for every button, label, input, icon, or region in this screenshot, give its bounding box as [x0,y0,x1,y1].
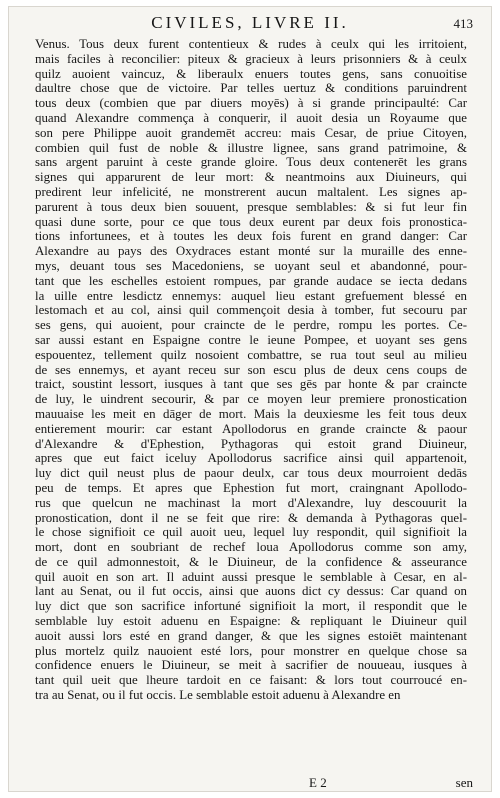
text-line: luy dict que son sacrifice infortuné signifioit la mort, il respondit que le [35,599,467,614]
text-line: confidence enuers le Diuineur, se meit à sacrifier de nouueau, iusques à [35,658,467,673]
text-line: de ce quil admonnestoit, & le Diuineur, de la confidence & asseurance [35,554,467,569]
text-line: peu de temps. Et apres que Ephestion fut mort, craingnant Apollodo- [35,480,467,495]
text-line: quilz auoient vaincuz, & liberaulx enuers toutes gens, sans conuoitise [35,66,467,81]
text-line: quasi dune sorte, pour ce que tous deux eurent par deux fois pronostica- [35,214,467,229]
page-number: 413 [453,16,473,31]
text-line: sans argent paruint à ceste grande gloire. Tous deux contenerēt les grans [35,155,467,170]
text-line: mauuaise les meit en dāger de mort. Mais la deuxiesme les feit tous deux [35,406,467,421]
text-line: mais faciles à reconcilier: piteux & gracieux à leurs prisonniers & à ceulx [35,51,467,66]
text-line: quand Alexandre commença à conquerir, il auoit desia un Royaume que [35,110,467,125]
catchword: sen [455,775,473,790]
text-line: tant que les eschelles estoient rompues, par grande audace se iecta dedans [35,273,467,288]
text-line: tra au Senat, ou il fut occis. Le semblable estoit aduenu à Alexandre en [35,688,401,703]
text-line: lestomach et au col, ainsi quil commençoit desia à tomber, fut secouru par [35,303,467,318]
text-line: tous deux (combien que par diuers moyēs) à si grande principaulté: Car [35,96,467,111]
text-line: le chose signifioit ce quil auoit ueu, lequel luy respondit, quil signifioit la [35,525,467,540]
text-block [35,37,467,703]
text-line: Alexandre au pays des Oxydraces estant monté sur la muraille des enne- [35,244,467,259]
text-line: luy dict quil neust plus de paour deulx, car tous deux mourroient dedās [35,466,467,481]
text-line: sar aussi estant en Espaigne contre le ieune Pompee, et uoyant ses gens [35,332,467,347]
text-line: mort, dont en soubriant de rechef loua Apollodorus comme son amy, [35,540,467,555]
text-line: daultre chose que de victoire. Par telles uertuz & conditions paruindrent [35,81,467,96]
text-line: rus que quelcun ne machinast la mort d'Alexandre, luy descouurit la [35,495,467,510]
signature-mark: E 2 [309,775,327,790]
text-line: d'Alexandre & d'Ephestion, Pythagoras qui estoit grand Diuineur, [35,436,467,451]
paper-sheet [8,6,492,792]
text-line: entierement mourir: car estant Apollodorus en grande craincte & paour [35,421,467,436]
text-line: traict, soustint lessort, iusques à tant que ses gēs par honte & par craincte [35,377,467,392]
running-title: CIVILES, LIVRE II. [151,13,349,32]
text-line: Venus. Tous deux furent contentieux & rudes à ceulx qui les irritoient, [35,37,467,51]
text-line: predirent leur infelicité, ne monstrerent aucun maltalent. Les signes ap- [35,184,467,199]
text-line: parurent à tous deux bien souuent, presque semblables: & si fut leur fin [35,199,467,214]
text-line: de luy, le uindrent secourir, & par ce moyen leur premiere pronostication [35,392,467,407]
text-line: espouentez, tellement quilz nosoient combattre, se rua tout seul au milieu [35,347,467,362]
page-footer [9,775,491,791]
text-line: son pere Philippe auoit grandemēt accreu: mais Cesar, de priue Citoyen, [35,125,467,140]
text-line: combien quil fust de noble & illustre lignee, sans grand patrimoine, & [35,140,467,155]
text-line: plus mortelz quilz nauoient esté lors, pour monstrer en quelque chose sa [35,643,467,658]
text-line: apres que eut faict iceluy Apollodorus sacrifice ainsi quil appartenoit, [35,451,467,466]
text-line: signes qui apparurent de leur mort: & neantmoins aux Diuineurs, qui [35,170,467,185]
text-line: quil auoit en son art. Il aduint aussi presque le semblable à Cesar, en al- [35,569,467,584]
page-header [9,13,491,35]
text-line: ses gens, qui auoient, pour craincte de le perdre, rompu les portes. Ce- [35,318,467,333]
text-line: la uille entre lesdictz ennemys: auquel lieu estant grefuement blessé en [35,288,467,303]
text-line: pronostication, dont il ne se feit que rire: & demanda à Pythagoras quel- [35,510,467,525]
text-line: tant quil ueit que lheure tardoit en ce faisant: & lors tout courroucé en- [35,673,467,688]
text-line: semblable luy estoit aduenu en Espaigne: & repliquant le Diuineur quil [35,614,467,629]
text-line: de ses ennemys, et ayant receu sur son escu plus de deux cens coups de [35,362,467,377]
text-line: tions infortunees, et à toutes les deux fois furent en grand danger: Car [35,229,467,244]
text-line: mys, deuant tous ses Macedoniens, se uoyant seul et abandonné, pour- [35,258,467,273]
text-line: auoit aussi lors esté en grand danger, & que les signes estoiēt maintenant [35,628,467,643]
text-line: lant au Senat, ou il fut occis, ainsi que auons dict cy dessus: Car quand on [35,584,467,599]
